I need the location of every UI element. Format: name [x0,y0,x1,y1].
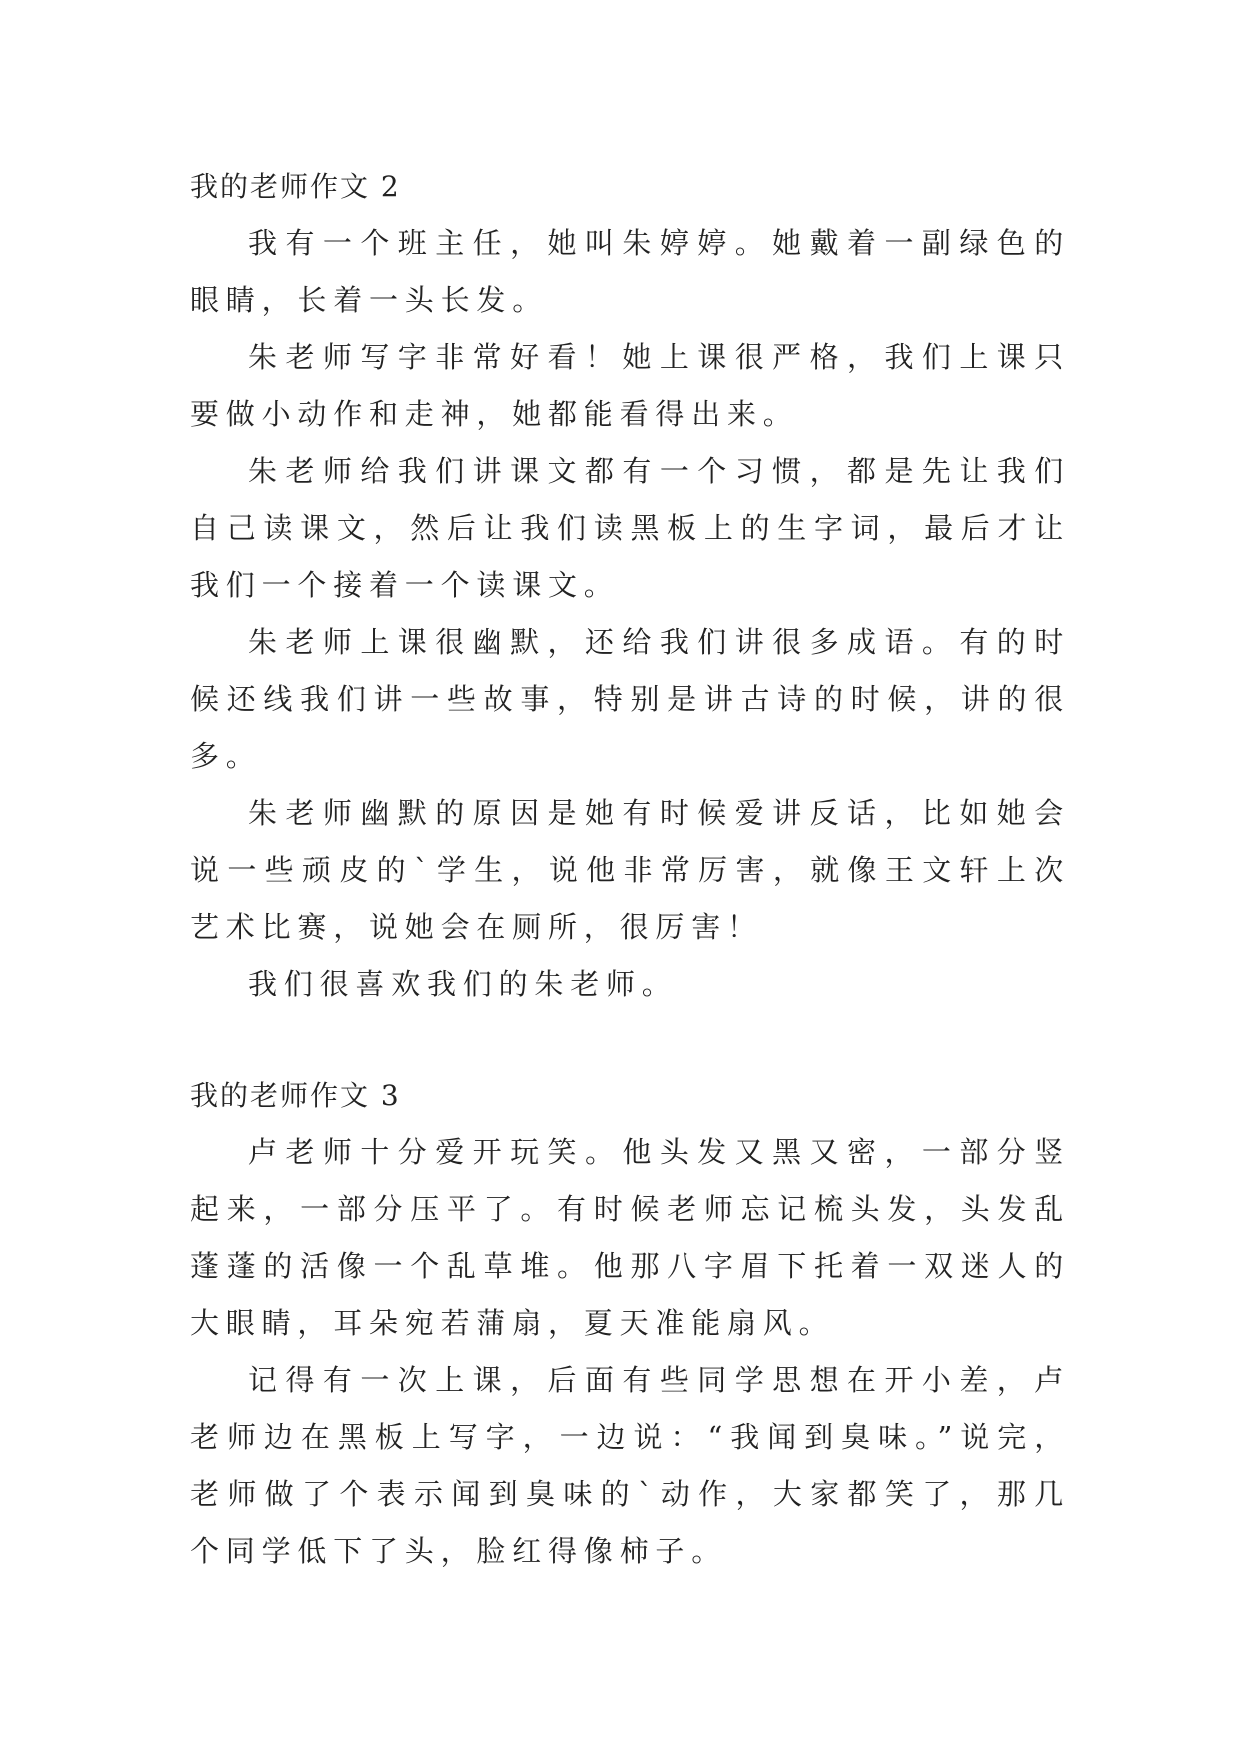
paragraph: 卢老师十分爱开玩笑。他头发又黑又密，一部分竖起来，一部分压平了。有时候老师忘记梳头发，头发乱蓬蓬的活像一个乱草堆。他那八字眉下托着一双迷人的大眼睛，耳朵宛若蒲扇，夏天准能扇风。 [190,1135,1070,1340]
essay-title: 我的老师作文 3 [190,1079,401,1112]
essay-3 [190,1067,1070,1580]
paragraph: 朱老师幽默的原因是她有时候爱讲反话，比如她会说一些顽皮的`学生，说他非常厉害，就像王文轩上次艺术比赛，说她会在厕所，很厉害！ [190,796,1070,944]
document-page [190,158,1070,1580]
paragraph: 朱老师写字非常好看！她上课很严格，我们上课只要做小动作和走神，她都能看得出来。 [190,340,1070,431]
paragraph: 朱老师上课很幽默，还给我们讲很多成语。有的时候还线我们讲一些故事，特别是讲古诗的时候，讲的很多。 [190,625,1070,773]
paragraph: 朱老师给我们讲课文都有一个习惯，都是先让我们自己读课文，然后让我们读黑板上的生字词，最后才让我们一个接着一个读课文。 [190,454,1070,602]
paragraph: 我有一个班主任，她叫朱婷婷。她戴着一副绿色的眼睛，长着一头长发。 [190,226,1070,317]
paragraph: 我们很喜欢我们的朱老师。 [248,967,678,1001]
essay-2 [190,158,1070,1013]
essay-title: 我的老师作文 2 [190,170,401,203]
paragraph: 记得有一次上课，后面有些同学思想在开小差，卢老师边在黑板上写字，一边说：“我闻到臭味。”说完，老师做了个表示闻到臭味的`动作，大家都笑了，那几个同学低下了头，脸红得像柿子。 [190,1363,1070,1568]
